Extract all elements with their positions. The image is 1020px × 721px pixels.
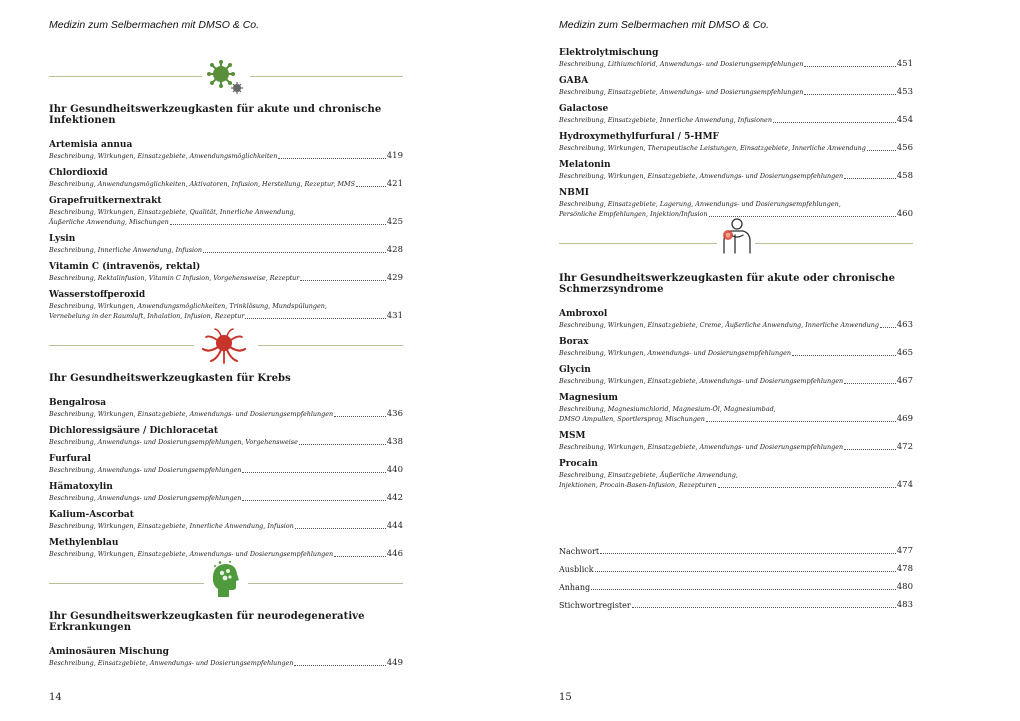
entry-page-number: 467 (896, 376, 913, 386)
running-head-left: Medizin zum Selbermachen mit DMSO & Co. (49, 19, 260, 31)
entry-page-number: 438 (386, 437, 403, 447)
appendix-label: Stichwortregister (559, 601, 631, 610)
entry-page-number: 428 (386, 245, 403, 255)
toc-entry[interactable] (559, 159, 913, 181)
divider-pain (559, 225, 913, 263)
entry-description-line: Beschreibung, Einsatzgebiete, Äußerliche Anwendung, (559, 471, 738, 479)
section-pain-entries (559, 308, 913, 490)
section-title-neuro: Ihr Gesundheitswerkzeugkasten für neurodegenerative Erkrankungen (49, 611, 365, 633)
toc-entry[interactable] (559, 47, 913, 69)
dot-leader (867, 150, 896, 151)
entry-description-line (559, 442, 913, 452)
entry-description-text: Beschreibung, Wirkungen, Einsatzgebiete, Creme, Äußerliche Anwendung, Innerliche Anwendung (559, 321, 879, 329)
dot-leader (334, 556, 386, 557)
dot-leader (844, 449, 896, 450)
entry-description-line (49, 658, 403, 668)
entry-title: Chlordioxid (49, 168, 108, 178)
dot-leader (880, 327, 896, 328)
entry-description-text: Beschreibung, Anwendungsmöglichkeiten, Aktivatoren, Infusion, Herstellung, Rezeptur, MMS (49, 180, 355, 188)
entry-page-number: 458 (896, 171, 913, 181)
entry-page-number: 463 (896, 320, 913, 330)
entry-page-number: 436 (386, 409, 403, 419)
entry-description-line (559, 87, 913, 97)
dot-leader (242, 500, 385, 501)
toc-entry[interactable] (559, 187, 913, 219)
section-neuro-entries (49, 646, 403, 668)
entry-description-line (49, 409, 403, 419)
entry-page-number: 453 (896, 87, 913, 97)
entry-title: Bengalrosa (49, 398, 107, 408)
entry-title: Kalium-Ascorbat (49, 510, 134, 520)
dot-leader (844, 383, 896, 384)
dot-leader (600, 553, 896, 554)
toc-entry[interactable] (49, 425, 403, 447)
entry-description-text: Beschreibung, Wirkungen, Einsatzgebiete, Anwendungs- und Dosierungsempfehlungen (49, 550, 334, 558)
entry-page-number: 446 (386, 549, 403, 559)
entry-description-line (49, 549, 403, 559)
toc-entry[interactable] (49, 289, 403, 321)
entry-description-line (559, 59, 913, 69)
toc-entry[interactable] (559, 308, 913, 330)
appendix-page-number: 480 (896, 582, 913, 592)
entry-description-line (49, 465, 403, 475)
entry-description-line (559, 171, 913, 181)
appendix-page-number: 483 (896, 600, 913, 610)
entry-description-text: Injektionen, Procain-Basen-Infusion, Rezepturen (559, 481, 717, 489)
entry-title: Melatonin (559, 160, 611, 170)
toc-entry[interactable] (49, 537, 403, 559)
dot-leader (591, 589, 896, 590)
entry-page-number: 465 (896, 348, 913, 358)
entry-page-number: 431 (386, 311, 403, 321)
entry-description-text: DMSO Ampullen, Sportlerspray, Mischungen (559, 415, 705, 423)
toc-entry[interactable] (49, 167, 403, 189)
right-content (559, 47, 913, 618)
entry-description-text: Äußerliche Anwendung, Mischungen (49, 218, 169, 226)
entry-description-line (559, 348, 913, 358)
toc-entry[interactable] (49, 481, 403, 503)
entry-description-line (559, 376, 913, 386)
entry-description-text: Beschreibung, Innerliche Anwendung, Infusion (49, 246, 202, 254)
dot-leader (242, 472, 385, 473)
dot-leader (595, 571, 896, 572)
page-number-right: 15 (559, 692, 572, 703)
dot-leader (632, 607, 896, 608)
toc-entry[interactable] (559, 392, 913, 424)
divider-cancer (49, 329, 403, 363)
left-content (49, 60, 403, 674)
section-title-cancer: Ihr Gesundheitswerkzeugkasten für Krebs (49, 373, 291, 384)
entry-description-line (49, 273, 403, 283)
toc-entry[interactable] (559, 430, 913, 452)
entry-title: Furfural (49, 454, 91, 464)
cancer-cell-icon (201, 327, 247, 365)
entry-description-text: Beschreibung, Lithiumchlorid, Anwendungs- und Dosierungsempfehlungen (559, 60, 804, 68)
entry-description-line (49, 437, 403, 447)
entry-description-text: Beschreibung, Rektalinfusion, Vitamin C Infusion, Vorgehensweise, Rezeptur (49, 274, 300, 282)
toc-entry[interactable] (49, 509, 403, 531)
toc-entry[interactable] (559, 103, 913, 125)
entry-page-number: 440 (386, 465, 403, 475)
entry-title: GABA (559, 76, 589, 86)
entry-description-text: Beschreibung, Einsatzgebiete, Innerliche Anwendung, Infusionen (559, 116, 772, 124)
toc-entry[interactable] (49, 646, 403, 668)
dot-leader (170, 224, 386, 225)
appendix-entry[interactable] (559, 582, 913, 592)
entry-title: Magnesium (559, 393, 618, 403)
appendix-label: Anhang (559, 583, 591, 592)
appendix-label: Ausblick (559, 565, 594, 574)
entry-description-text: Beschreibung, Anwendungs- und Dosierungsempfehlungen (49, 494, 242, 502)
entry-description-line (559, 143, 913, 153)
dot-leader (300, 280, 385, 281)
entry-description-line (559, 115, 913, 125)
entry-description-line (559, 480, 913, 490)
toc-entry[interactable] (49, 233, 403, 255)
entry-description-line (49, 245, 403, 255)
dot-leader (804, 94, 895, 95)
appendix-entry[interactable] (559, 600, 913, 610)
entry-description-line (49, 217, 403, 227)
entry-description-text: Beschreibung, Einsatzgebiete, Anwendungs- und Dosierungsempfehlungen (49, 659, 294, 667)
dot-leader (844, 178, 896, 179)
entry-description-text: Beschreibung, Wirkungen, Einsatzgebiete, Innerliche Anwendung, Infusion (49, 522, 294, 530)
entry-title: Dichloressigsäure / Dichloracetat (49, 426, 219, 436)
entry-description-text: Beschreibung, Einsatzgebiete, Anwendungs- und Dosierungsempfehlungen (559, 88, 804, 96)
entry-title: Methylenblau (49, 538, 119, 548)
entry-title: MSM (559, 431, 586, 441)
toc-entry[interactable] (559, 458, 913, 490)
entry-title: Lysin (49, 234, 76, 244)
dot-leader (706, 421, 896, 422)
appendix-entry[interactable] (559, 564, 913, 574)
entry-title: Wasserstoffperoxid (49, 290, 146, 300)
entry-description-text: Beschreibung, Wirkungen, Einsatzgebiete, Anwendungs- und Dosierungsempfehlungen (559, 377, 844, 385)
entry-title: Procain (559, 459, 598, 469)
dot-leader (294, 665, 385, 666)
brain-head-icon (210, 561, 240, 599)
entry-title: Galactose (559, 104, 609, 114)
entry-page-number: 451 (896, 59, 913, 69)
dot-leader (278, 158, 385, 159)
toc-entry[interactable] (49, 261, 403, 283)
entry-title: Vitamin C (intravenös, rektal) (49, 262, 201, 272)
page-number-left: 14 (49, 692, 62, 703)
toc-entry[interactable] (559, 364, 913, 386)
appendix-page-number: 478 (896, 564, 913, 574)
appendix-entry[interactable] (559, 546, 913, 556)
entry-description-line (559, 320, 913, 330)
toc-entry[interactable] (49, 397, 403, 419)
dot-leader (334, 416, 386, 417)
entry-description-text: Beschreibung, Wirkungen, Einsatzgebiete, Anwendungsmöglichkeiten (49, 152, 278, 160)
entry-title: Borax (559, 337, 589, 347)
appendix-label: Nachwort (559, 547, 600, 556)
toc-entry[interactable] (49, 453, 403, 475)
entry-description-line: Beschreibung, Einsatzgebiete, Lagerung, Anwendungs- und Dosierungsempfehlungen, (559, 200, 841, 208)
entry-description-line (49, 151, 403, 161)
entry-description-text: Beschreibung, Anwendungs- und Dosierungsempfehlungen (49, 466, 242, 474)
dot-leader (718, 487, 896, 488)
entry-title: NBMI (559, 188, 590, 198)
entry-description-text: Beschreibung, Wirkungen, Einsatzgebiete, Anwendungs- und Dosierungsempfehlungen (559, 443, 844, 451)
entry-page-number: 442 (386, 493, 403, 503)
dot-leader (356, 186, 386, 187)
entry-page-number: 454 (896, 115, 913, 125)
divider-neuro (49, 567, 403, 601)
entry-description-text: Beschreibung, Wirkungen, Therapeutische Leistungen, Einsatzgebiete, Innerliche Anwendung (559, 144, 866, 152)
section-cancer-entries (49, 397, 403, 559)
dot-leader (245, 318, 385, 319)
virus-icon (206, 60, 246, 96)
entry-page-number: 460 (896, 209, 913, 219)
toc-entry[interactable] (559, 131, 913, 153)
entry-page-number: 449 (386, 658, 403, 668)
toc-entry[interactable] (49, 139, 403, 161)
running-head-right: Medizin zum Selbermachen mit DMSO & Co. (559, 19, 770, 31)
entry-description-line (559, 414, 913, 424)
entry-description-line: Beschreibung, Wirkungen, Anwendungsmöglichkeiten, Trinklösung, Mundspülungen, (49, 302, 327, 310)
entry-page-number: 469 (896, 414, 913, 424)
entry-page-number: 472 (896, 442, 913, 452)
entry-description-text: Vernebelung in der Raumluft, Inhalation, Infusion, Rezeptur (49, 312, 245, 320)
entry-page-number: 425 (386, 217, 403, 227)
entry-description-text: Persönliche Empfehlungen, Injektion/Infusion (559, 210, 708, 218)
entry-page-number: 421 (386, 179, 403, 189)
entry-description-text: Beschreibung, Wirkungen, Einsatzgebiete, Anwendungs- und Dosierungsempfehlungen (559, 172, 844, 180)
dot-leader (299, 444, 386, 445)
entry-description-line: Beschreibung, Magnesiumchlorid, Magnesium-Öl, Magnesiumbad, (559, 405, 776, 413)
entry-description-text: Beschreibung, Wirkungen, Einsatzgebiete, Anwendungs- und Dosierungsempfehlungen (49, 410, 334, 418)
entry-title: Elektrolytmischung (559, 48, 659, 58)
entry-page-number: 456 (896, 143, 913, 153)
entry-title: Glycin (559, 365, 591, 375)
dot-leader (203, 252, 386, 253)
dot-leader (773, 122, 896, 123)
dot-leader (804, 66, 895, 67)
shoulder-pain-icon (719, 217, 753, 257)
entry-description-line (49, 493, 403, 503)
entry-title: Hämatoxylin (49, 482, 113, 492)
entry-description-text: Beschreibung, Anwendungs- und Dosierungsempfehlungen, Vorgehensweise (49, 438, 298, 446)
entry-title: Hydroxymethylfurfural / 5-HMF (559, 132, 719, 142)
appendix-page-number: 477 (896, 546, 913, 556)
entry-page-number: 429 (386, 273, 403, 283)
entry-description-line (49, 179, 403, 189)
entry-title: Ambroxol (559, 309, 608, 319)
entry-page-number: 419 (386, 151, 403, 161)
entry-description-line (49, 311, 403, 321)
entry-description-line (49, 521, 403, 531)
toc-entry[interactable] (559, 336, 913, 358)
section-title-infections: Ihr Gesundheitswerkzeugkasten für akute und chronische Infektionen (49, 104, 382, 126)
entry-page-number: 444 (386, 521, 403, 531)
toc-entry[interactable] (559, 75, 913, 97)
entry-title: Aminosäuren Mischung (49, 647, 169, 657)
divider-infections (49, 60, 403, 94)
entry-description-line: Beschreibung, Wirkungen, Einsatzgebiete, Qualität, Innerliche Anwendung, (49, 208, 296, 216)
dot-leader (295, 528, 386, 529)
section-title-pain: Ihr Gesundheitswerkzeugkasten für akute oder chronische Schmerzsyndrome (559, 273, 896, 295)
appendix-list (559, 546, 913, 610)
entry-page-number: 474 (896, 480, 913, 490)
continued-entries (559, 47, 913, 219)
entry-title: Artemisia annua (49, 140, 133, 150)
right-page (510, 0, 1020, 721)
toc-entry[interactable] (49, 195, 403, 227)
dot-leader (792, 355, 896, 356)
section-infections-entries (49, 139, 403, 321)
entry-description-text: Beschreibung, Wirkungen, Anwendungs- und Dosierungsempfehlungen (559, 349, 792, 357)
entry-title: Grapefruitkernextrakt (49, 196, 162, 206)
